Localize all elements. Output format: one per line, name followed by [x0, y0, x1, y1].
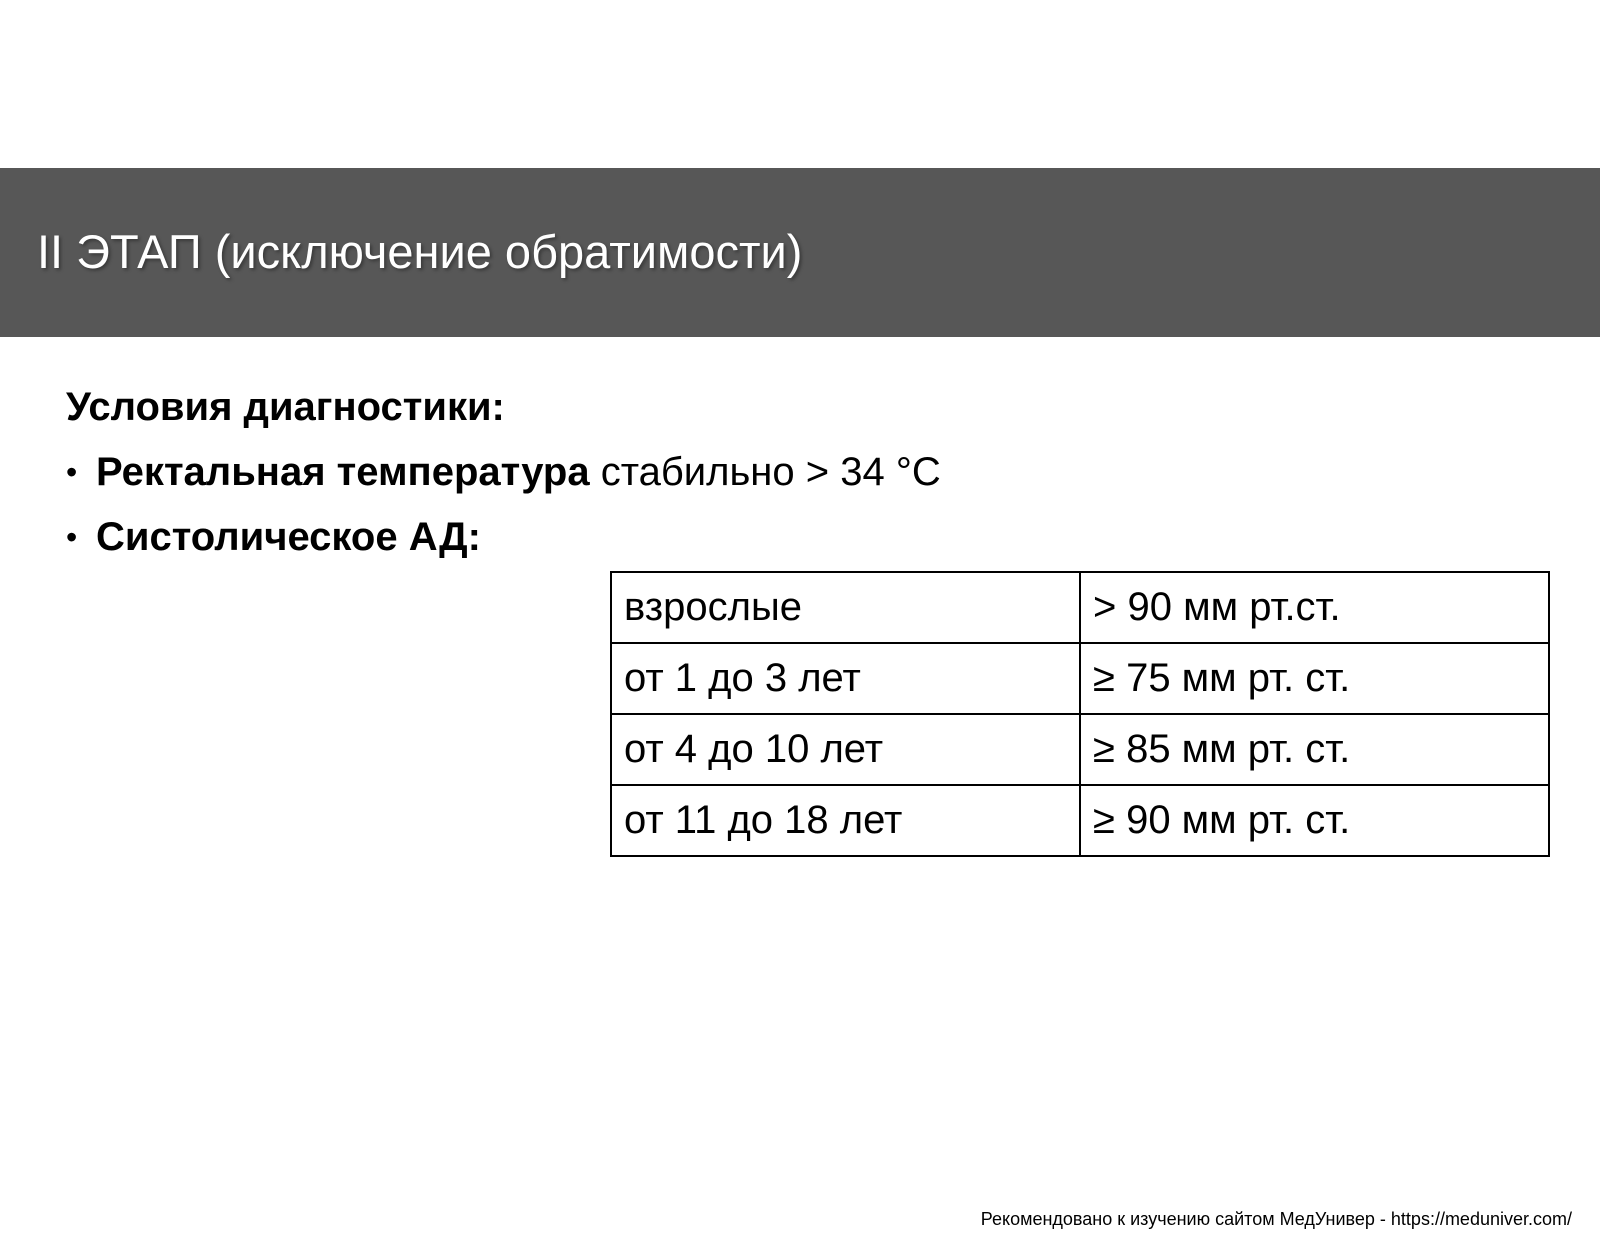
slide-content: [66, 380, 1546, 564]
pressure-value-cell: ≥ 90 мм рт. ст.: [1080, 785, 1549, 856]
age-group-cell: от 1 до 3 лет: [611, 643, 1080, 714]
bullet-item-temperature: [66, 445, 1546, 499]
conditions-heading: Условия диагностики:: [66, 385, 505, 429]
bullet-label-bold: Систолическое АД:: [96, 515, 481, 559]
pressure-value-cell: > 90 мм рт.ст.: [1080, 572, 1549, 643]
pressure-value-cell: ≥ 85 мм рт. ст.: [1080, 714, 1549, 785]
table-row: [611, 785, 1549, 856]
blood-pressure-table: [610, 571, 1550, 857]
pressure-value-cell: ≥ 75 мм рт. ст.: [1080, 643, 1549, 714]
table-row: [611, 572, 1549, 643]
bullet-dot-icon: •: [66, 519, 78, 555]
table-row: [611, 714, 1549, 785]
bullet-item-systolic-bp: [66, 510, 1546, 564]
bullet-label-bold: Ректальная температура: [96, 450, 590, 494]
age-group-cell: взрослые: [611, 572, 1080, 643]
bullet-label-rest: стабильно > 34 °С: [589, 450, 941, 494]
table-row: [611, 643, 1549, 714]
bullet-dot-icon: •: [66, 454, 78, 490]
age-group-cell: от 4 до 10 лет: [611, 714, 1080, 785]
age-group-cell: от 11 до 18 лет: [611, 785, 1080, 856]
slide-title: II ЭТАП (исключение обратимости): [37, 225, 803, 278]
footer-credit: Рекомендовано к изучению сайтом МедУнивер - https://meduniver.com/: [980, 1209, 1572, 1229]
